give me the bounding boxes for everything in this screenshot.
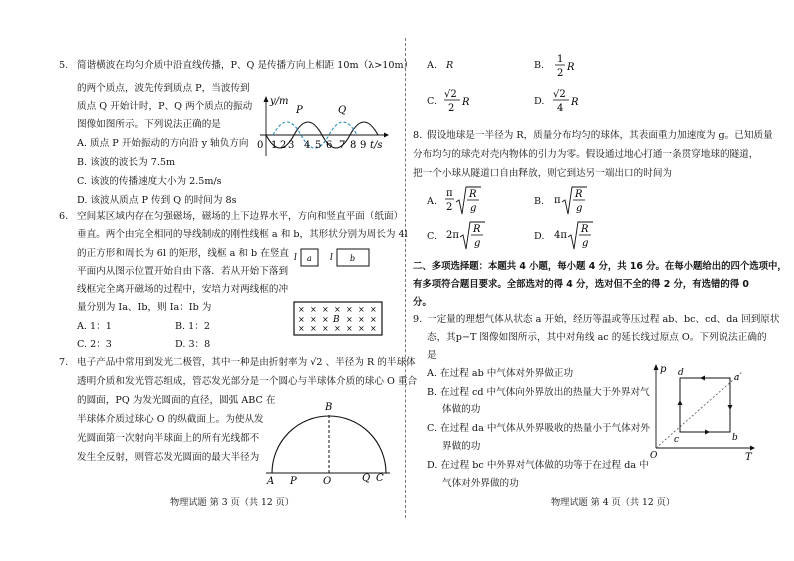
q5-line3: 质点 Q 开始计时，P、Q 两个质点的振动 [77, 101, 253, 112]
q7-line3: 的圆面，PQ 为发光圆面的直径，圆弧 ABC 在 [77, 395, 276, 406]
section-2-line1: 二、多项选择题：本题共 4 小题，每小题 4 分，共 16 分。在每小题给出的四个选项中， [413, 261, 787, 272]
q6-option-c[interactable]: C. 2：3 [77, 339, 112, 350]
q9-option-c-cont: 界做的功 [442, 441, 481, 452]
q6-field-cross: × [298, 324, 305, 333]
q6-field-cross: × [322, 305, 329, 314]
q5-label-p: P [296, 105, 303, 116]
q8-line2: 分布均匀的球壳对壳内物体的引力为零。假设通过地心打通一条贯穿地球的隧道， [413, 149, 759, 160]
q7-label-a: A [267, 476, 275, 487]
q6-field-cross: × [370, 315, 377, 324]
q6-magnetic-field [293, 300, 385, 340]
q6-line4: 平面内从图示位置开始自由下落．若从开始下落到 [77, 266, 289, 277]
q6-label-l2: l [330, 253, 333, 263]
q5-vibration-graph [252, 88, 392, 158]
q6-field-cross: × [370, 305, 377, 314]
section-2-line2: 有多项符合题目要求。全部选对的得 4 分，选对但不全的得 2 分，有选错的得 0 [413, 279, 749, 290]
q7-line4: 半球体介质过球心 O 的纵截面上。为使从发 [77, 414, 264, 425]
q6-option-a[interactable]: A. 1：1 [77, 321, 112, 332]
svg-text:g: g [470, 203, 477, 214]
q6-field-cross: × [310, 324, 317, 333]
q6-field-cross: × [310, 315, 317, 324]
q7-option-b-fraction [555, 52, 585, 82]
q7-label-p: P [290, 476, 297, 487]
q5-option-b[interactable]: B. 该波的波长为 7.5m [77, 157, 176, 168]
q6-label-l: l [294, 253, 297, 263]
q9-option-d[interactable]: D. 在过程 bc 中外界对气体做的功等于在过程 da 中 [427, 460, 649, 471]
q6-label-a: a [307, 254, 312, 263]
section-2-line3: 分。 [413, 297, 432, 308]
q5-tick-4: 4 [304, 140, 311, 151]
q7-option-d-fraction [553, 87, 587, 117]
q8-option-b[interactable]: B. [534, 196, 545, 207]
svg-text:R: R [575, 189, 583, 200]
q7-line5: 光圆面第一次射向半球面上的所有光线都不 [77, 433, 260, 444]
q5-y-label: y/m [270, 96, 289, 107]
q5-tick-7: 7 [339, 140, 346, 151]
svg-text:g: g [576, 203, 583, 214]
q9-option-a[interactable]: A. 在过程 ab 中气体对外界做正功 [427, 368, 574, 379]
q6-line6: 量分别为 Ia、Ib，则 Ia：Ib 为 [77, 302, 212, 313]
svg-text:π: π [446, 188, 453, 199]
q7-option-a[interactable]: A. [427, 60, 437, 71]
q9-option-c[interactable]: C. 在过程 da 中气体从外界吸收的热量小于气体对外 [427, 423, 650, 434]
q7-hemisphere-figure [262, 398, 392, 488]
q9-label-d: d [678, 368, 684, 378]
q8-option-c[interactable]: C. [427, 231, 438, 242]
q8-option-c-expr [445, 219, 499, 253]
svg-text:R: R [571, 97, 579, 108]
q6-field-cross: × [322, 315, 329, 324]
q9-label-c: c [674, 435, 680, 445]
svg-text:R: R [581, 224, 589, 235]
q6-field-cross: × [370, 324, 377, 333]
q8-line3: 把一个小球从隧道口自由释放，则它到达另一端出口的时间为 [413, 168, 673, 179]
q6-line5: 线框完全离开磁场的过程中，安培力对两线框的冲 [77, 284, 289, 295]
q5-tick-8: 8 [350, 140, 357, 151]
svg-text:R: R [462, 97, 470, 108]
svg-text:2: 2 [557, 68, 564, 79]
svg-text:1: 1 [557, 54, 564, 65]
q5-tick-2: 2 [280, 140, 287, 151]
q9-o-label: O [650, 451, 658, 461]
q5-option-d[interactable]: D. 该波从质点 P 传到 Q 的时间为 8s [77, 195, 237, 206]
q7-option-a-value: R [446, 60, 454, 71]
q8-option-d-expr [553, 219, 607, 253]
q6-field-cross: × [346, 305, 353, 314]
q5-tick-9: 9 [360, 140, 367, 151]
q5-stem: 简谐横波在均匀介质中沿直线传播，P、Q 是传播方向上相距 10m（λ>10m） [77, 60, 414, 71]
q5-tick-0: 0 [257, 140, 264, 151]
q7-option-c[interactable]: C. [427, 96, 438, 107]
svg-text:R: R [469, 189, 477, 200]
q7-number: 7. [59, 357, 69, 368]
q5-option-c[interactable]: C. 该波的传播速度大小为 2.5m/s [77, 176, 222, 187]
q7-label-c: C [376, 473, 384, 484]
q6-field-cross: × [358, 324, 365, 333]
q9-label-a: a [734, 373, 740, 383]
q6-option-d[interactable]: D. 3：8 [175, 339, 211, 350]
q6-field-cross: × [334, 305, 341, 314]
q6-field-cross: × [322, 324, 329, 333]
svg-text:2: 2 [446, 202, 453, 213]
q6-field-label: B [333, 315, 340, 325]
q9-p-label: p [660, 364, 667, 375]
q7-label-o: O [323, 476, 332, 487]
right-page-footer: 物理试题 第 4 页（共 12 页） [551, 497, 676, 508]
left-page-footer: 物理试题 第 3 页（共 12 页） [170, 497, 295, 508]
q6-option-b[interactable]: B. 1：2 [175, 321, 210, 332]
q7-line2: 透明介质和发光管芯组成，管芯发光部分是一个圆心与半球体介质的球心 O 重合 [77, 376, 418, 387]
q5-tick-5: 5 [315, 140, 322, 151]
q8-option-d[interactable]: D. [534, 231, 545, 242]
q6-number: 6. [59, 211, 69, 222]
q9-option-b-cont: 体做的功 [442, 404, 481, 415]
q9-pt-graph [650, 362, 760, 462]
svg-text:4π: 4π [554, 230, 567, 241]
q6-field-cross: × [346, 324, 353, 333]
q6-label-b: b [350, 254, 356, 263]
svg-text:R: R [567, 62, 575, 73]
q7-line6: 发生全反射，则管芯发光圆面的最大半径为 [77, 452, 260, 463]
q6-field-cross: × [358, 305, 365, 314]
q6-field-cross: × [298, 305, 305, 314]
q6-field-cross: × [346, 315, 353, 324]
page-divider [405, 38, 406, 518]
q9-t-label: T [745, 452, 752, 463]
svg-text:π: π [554, 195, 561, 206]
q9-label-b: b [732, 433, 738, 443]
q7-option-d[interactable]: D. [534, 96, 545, 107]
q9-line1: 一定量的理想气体从状态 a 开始，经历等温或等压过程 ab、bc、cd、da 回到原状 [427, 314, 780, 325]
q5-line2: 的两个质点，波先传到质点 P，当波传到 [77, 83, 250, 94]
q7-label-b: B [325, 402, 333, 413]
svg-text:2π: 2π [446, 230, 459, 241]
svg-text:√2: √2 [553, 89, 566, 100]
q5-x-label: t/s [370, 140, 383, 151]
q7-label-q: Q [362, 473, 371, 484]
q6-frames-figure [292, 244, 382, 270]
q5-option-a[interactable]: A. 质点 P 开始振动的方向沿 y 轴负方向 [77, 138, 249, 149]
q6-field-cross: × [298, 315, 305, 324]
svg-text:g: g [582, 238, 589, 249]
q9-line2: 态，其p−T 图像如图所示，其中对角线 ac 的延长线过原点 O。下列说法正确的 [427, 332, 767, 343]
q6-line1: 空间某区域内存在匀强磁场，磁场的上下边界水平，方向和竖直平面（纸面） [77, 211, 404, 222]
q6-line3: 的正方形和周长为 6l 的矩形，线框 a 和 b 在竖直 [77, 248, 290, 259]
q8-option-a[interactable]: A. [427, 196, 437, 207]
q5-line4: 图像如图所示。下列说法正确的是 [77, 119, 221, 130]
q8-option-a-expr [445, 184, 495, 218]
q7-line1: 电子产品中常用到发光二极管，其中一种是由折射率为 √2 、半径为 R 的半球体 [77, 357, 416, 368]
q7-option-c-fraction [444, 87, 478, 117]
q5-tick-3: 3 [288, 140, 295, 151]
svg-text:4: 4 [557, 103, 564, 114]
svg-text:√2: √2 [444, 89, 457, 100]
q9-number: 9. [413, 314, 423, 325]
q5-number: 5. [59, 60, 69, 71]
q9-line3: 是 [427, 350, 437, 361]
svg-text:R: R [473, 224, 481, 235]
svg-text:2: 2 [448, 103, 455, 114]
q5-tick-1: 1 [271, 140, 278, 151]
q8-option-b-expr [553, 184, 603, 218]
q8-line1: 假设地球是一半径为 R，质量分布均匀的球体，其表面重力加速度为 g。已知质量 [427, 130, 773, 141]
q5-tick-6: 6 [326, 140, 333, 151]
q6-field-cross: × [334, 324, 341, 333]
q7-option-b[interactable]: B. [534, 60, 545, 71]
q6-field-cross: × [310, 305, 317, 314]
q6-line2: 垂直。两个由完全相同的导线制成的刚性线框 a 和 b，其形状分别为周长为 4l [77, 229, 408, 240]
q5-label-q: Q [338, 105, 347, 116]
q9-option-d-cont: 气体对外界做的功 [442, 478, 519, 489]
q8-number: 8. [413, 130, 423, 141]
q9-option-b[interactable]: B. 在过程 cd 中气体向外界放出的热量大于外界对气 [427, 387, 650, 398]
q6-field-cross: × [358, 315, 365, 324]
svg-text:g: g [474, 238, 481, 249]
